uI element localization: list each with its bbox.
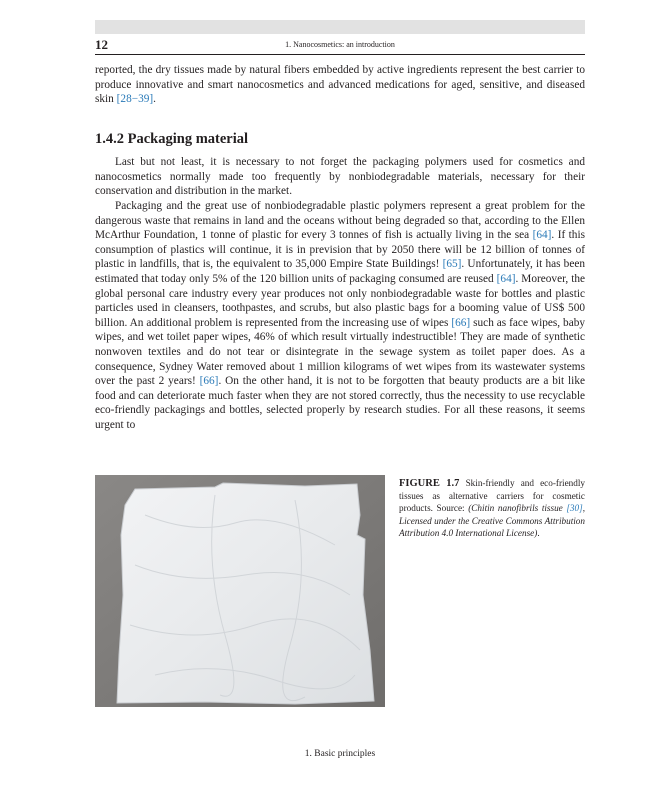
tissue-photo-illustration bbox=[95, 475, 385, 707]
figure-caption bbox=[399, 477, 585, 539]
caption-license: , Licensed under the Creative Commons Attribution Attribution 4.0 International License) bbox=[399, 503, 585, 538]
citation-link[interactable]: [66] bbox=[199, 375, 219, 388]
intro-text: reported, the dry tissues made by natural fibers embedded by active ingredients represent the best carrier to produce innovative and smart nanocosmetics and advanced medications for aged, sensitive, and diseased skin bbox=[95, 64, 585, 106]
citation-link[interactable]: [65] bbox=[442, 258, 462, 271]
citation-link[interactable]: [30] bbox=[566, 503, 583, 514]
figure-label: FIGURE 1.7 bbox=[399, 478, 460, 489]
page-footer: 1. Basic principles bbox=[304, 749, 376, 759]
citation-link[interactable]: [64] bbox=[496, 272, 516, 285]
page-number: 12 bbox=[95, 37, 108, 52]
paragraph-2 bbox=[95, 199, 585, 433]
paragraph-text: . Unfortunately, it has been estimated that today only 5% of the 120 billion units of packaging consumed are reused bbox=[95, 258, 586, 285]
paragraph-text: . On the other hand, it is not to be forgotten that beauty products are a bit like food and can deteriorate much faster when they are not stored correctly, thus the necessity to use recyclable eco-friendly packagings and bottles, selected properly by research studies. For all these reasons, it seems urgent to bbox=[95, 375, 585, 431]
section-heading: 1.4.2 Packaging material bbox=[95, 131, 249, 147]
paragraph-text: . If this consumption of plastics will continue, it is in prevision that by 2050 there will be 12 billion of tonnes of plastic in landfills, that is, the equivalent to 35,000 Empire State Buildings! bbox=[95, 229, 585, 271]
figure-photo bbox=[95, 475, 385, 707]
caption-source: (Chitin nanofibrils tissue bbox=[468, 503, 567, 514]
paragraph-text: . Moreover, the global personal care industry every year produces not only nonbiodegradable waste for bottles and plastic particles used in cleansers, toothpastes, and scrubs, but also plastic bags for a booming value of US$ 500 billion. An additional problem is represented from the increasing use of wipes bbox=[95, 272, 585, 329]
header-rule bbox=[95, 54, 585, 55]
paragraph-text: Packaging and the great use of nonbiodegradable plastic polymers represent a great problem for the dangerous waste that remains in land and the oceans without being degraded so that, according to the Ellen McArthur Foundation, 1 tonne of plastic for every 3 tonnes of fish is actually living in the sea bbox=[95, 200, 585, 242]
header-bar bbox=[95, 20, 585, 34]
tissue-sheet bbox=[117, 483, 374, 704]
caption-end: . bbox=[537, 527, 540, 538]
citation-link[interactable]: [66] bbox=[451, 316, 471, 329]
running-title: 1. Nanocosmetics: an introduction bbox=[285, 40, 395, 49]
page-header bbox=[95, 37, 585, 53]
paragraph-text: such as face wipes, baby wipes, and wet toilet paper wipes, 46% of which result virtually indestructible! They are made of synthetic nonwoven textiles and do not tear or disintegrate in the sewage system as toilet paper does. As a consequence, Sydney Water removed about 1 million kilograms of wet wipes from its wastewater systems over the past 2 years! bbox=[95, 316, 586, 388]
intro-paragraph bbox=[95, 63, 585, 107]
intro-text-end: . bbox=[153, 93, 156, 106]
paragraph-1: Last but not least, it is necessary to not forget the packaging polymers used for cosmetics and nanocosmetics normally made too frequently by nonbiodegradable materials, necessary for their conservation and distribution in the market. bbox=[95, 156, 585, 198]
caption-text: Skin-friendly and eco-friendly tissues as alternative carriers for cosmetic products. Source: bbox=[399, 478, 585, 514]
citation-link[interactable]: [28−39] bbox=[116, 93, 154, 106]
citation-link[interactable]: [64] bbox=[532, 229, 552, 242]
